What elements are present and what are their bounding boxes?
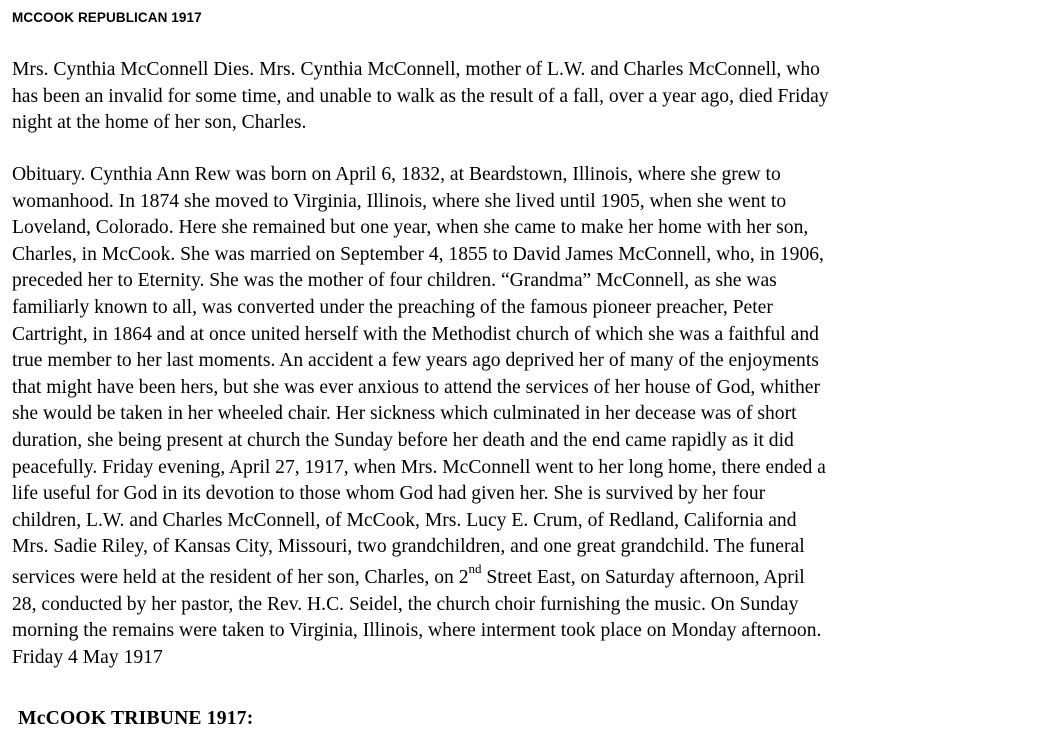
paragraph-line: peacefully. Friday evening, April 27, 1917, when Mrs. McConnell went to her long home, there ended a <box>12 456 826 478</box>
newspaper-header: MCCOOK REPUBLICAN 1917 <box>12 10 202 25</box>
obituary-paragraph <box>12 162 1034 671</box>
article-intro-paragraph <box>12 57 1034 137</box>
paragraph-line: night at the home of her son, Charles. <box>12 112 307 134</box>
paragraph-line: Loveland, Colorado. Here she remained but one year, when she came to make her home with her son, <box>12 217 809 239</box>
paragraph-line: children, L.W. and Charles McConnell, of McCook, Mrs. Lucy E. Crum, of Redland, California and <box>12 509 797 531</box>
paragraph-line: womanhood. In 1874 she moved to Virginia, Illinois, where she lived until 1905, when she went to <box>12 190 787 212</box>
street-text-before: services were held at the resident of her son, Charles, on 2 <box>12 566 469 588</box>
paragraph-line: life useful for God in its devotion to those whom God had given her. She is survived by her four <box>12 483 766 505</box>
paragraph-line: true member to her last moments. An accident a few years ago deprived her of many of the enjoyments <box>12 350 819 372</box>
paragraph-line: duration, she being present at church the Sunday before her death and the end came rapidly as it did <box>12 429 794 451</box>
paragraph-line <box>12 561 1034 592</box>
paragraph-line: morning the remains were taken to Virginia, Illinois, where interment took place on Monday afternoon. <box>12 620 822 642</box>
paragraph-line: Cartright, in 1864 and at once united herself with the Methodist church of which she was a faithful and <box>12 323 819 345</box>
paragraph-line: that might have been hers, but she was ever anxious to attend the services of her house of God, whither <box>12 376 821 398</box>
next-section-header: McCOOK TRIBUNE 1917: <box>18 708 254 729</box>
street-text-after: Street East, on Saturday afternoon, April <box>481 566 805 588</box>
paragraph-line: she would be taken in her wheeled chair. Her sickness which culminated in her decease was of short <box>12 403 797 425</box>
ordinal-superscript: nd <box>468 561 482 577</box>
paragraph-line: 28, conducted by her pastor, the Rev. H.C. Seidel, the church choir furnishing the music. On Sunday <box>12 593 799 615</box>
paragraph-line: Charles, in McCook. She was married on September 4, 1855 to David James McConnell, who, in 1906, <box>12 243 824 265</box>
paragraph-line: preceded her to Eternity. She was the mother of four children. “Grandma” McConnell, as she was <box>12 270 777 292</box>
date-line: Friday 4 May 1917 <box>12 646 163 668</box>
paragraph-line: Mrs. Sadie Riley, of Kansas City, Missouri, two grandchildren, and one great grandchild. The funeral <box>12 536 805 558</box>
paragraph-line: familiarly known to all, was converted under the preaching of the famous pioneer preacher, Peter <box>12 296 773 318</box>
paragraph-line: Obituary. Cynthia Ann Rew was born on April 6, 1832, at Beardstown, Illinois, where she grew to <box>12 164 781 185</box>
paragraph-line: has been an invalid for some time, and unable to walk as the result of a fall, over a year ago, died Friday <box>12 85 829 107</box>
paragraph-line: Mrs. Cynthia McConnell Dies. Mrs. Cynthia McConnell, mother of L.W. and Charles McConnell, who <box>12 59 820 80</box>
